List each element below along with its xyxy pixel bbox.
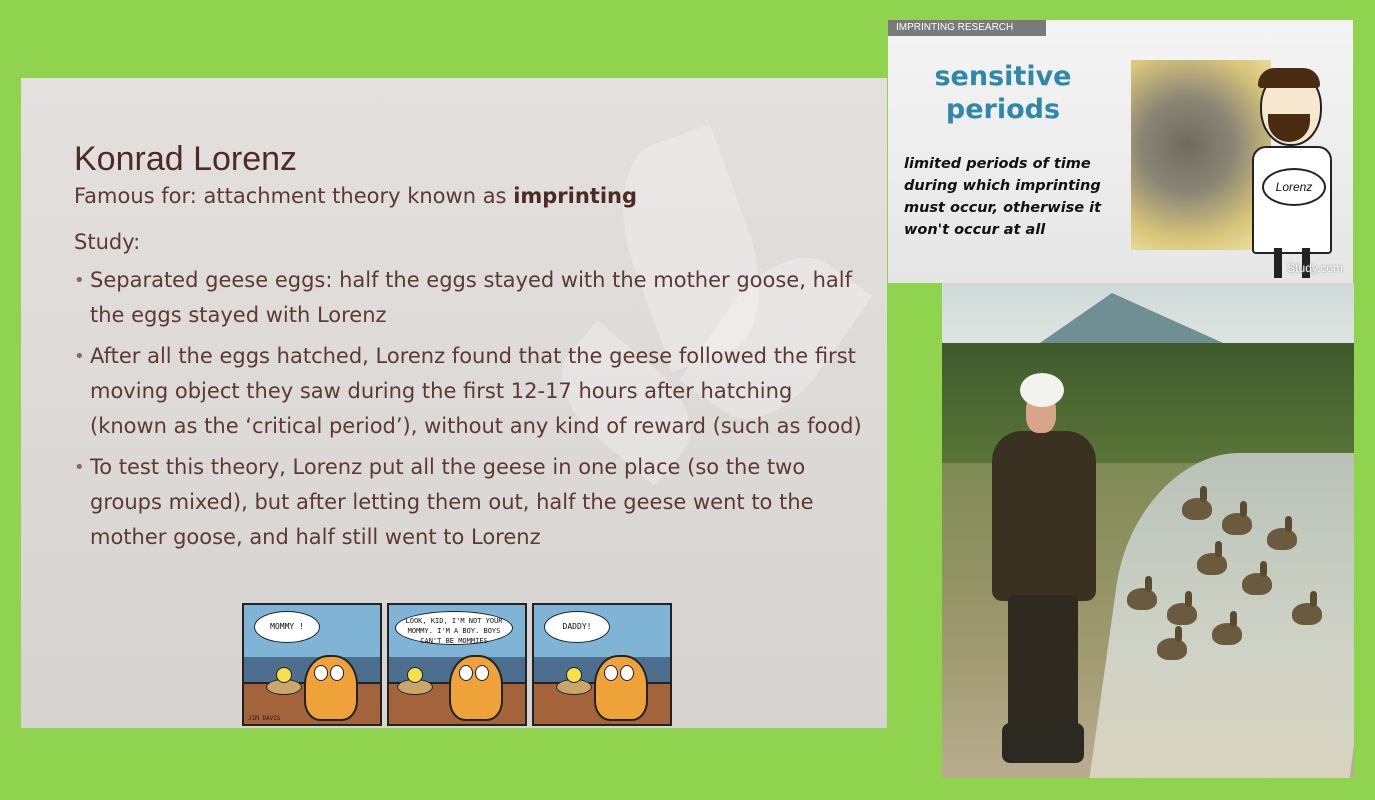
comic-panel-2 <box>387 603 527 726</box>
cat <box>449 655 503 721</box>
man-boots <box>1002 723 1084 763</box>
famous-prefix: Famous for: attachment theory known as <box>74 184 514 208</box>
goose <box>1182 498 1212 520</box>
name-badge: Lorenz <box>1262 168 1326 206</box>
card-definition: limited periods of time during which imprinting must occur, otherwise it won't occur at all <box>904 156 1102 238</box>
goose <box>1242 573 1272 595</box>
comic-signature: JIM DAVIS <box>248 715 281 722</box>
card-header: IMPRINTING RESEARCH <box>888 20 1046 36</box>
man-hair <box>1020 373 1064 407</box>
goose <box>1267 528 1297 550</box>
cat <box>594 655 648 721</box>
goose <box>1222 513 1252 535</box>
comic-panel-1 <box>242 603 382 726</box>
comic-strip <box>242 603 672 726</box>
goose <box>1127 588 1157 610</box>
sensitive-periods-card <box>888 20 1353 283</box>
man-coat <box>992 431 1096 601</box>
speech-bubble: MOMMY ! <box>254 611 320 643</box>
goose <box>1212 623 1242 645</box>
chick <box>407 667 423 683</box>
bullet-list <box>74 263 874 561</box>
cartoon-hair <box>1258 68 1320 88</box>
bullet-item: • Separated geese eggs: half the eggs stayed with the mother goose, half the eggs stayed with Lorenz <box>74 263 874 333</box>
speech-bubble: DADDY! <box>544 611 610 643</box>
cartoon-leg <box>1274 248 1282 278</box>
famous-keyword: imprinting <box>513 184 638 208</box>
lorenz-cartoon <box>1248 70 1338 280</box>
lorenz-geese-photo <box>942 283 1354 778</box>
chick <box>566 667 582 683</box>
goose <box>1197 553 1227 575</box>
lorenz-figure <box>982 373 1102 773</box>
goose <box>1292 603 1322 625</box>
goose <box>1157 638 1187 660</box>
chick <box>276 667 292 683</box>
cat <box>304 655 358 721</box>
speech-bubble: LOOK, KID, I'M NOT YOUR MOMMY. I'M A BOY. BOYS CAN'T BE MOMMIES <box>395 611 513 645</box>
comic-panel-3 <box>532 603 672 726</box>
watermark: Study.com <box>1287 261 1343 275</box>
study-label: Study: <box>74 230 141 254</box>
card-title: sensitive periods <box>934 61 1072 125</box>
bullet-item: • After all the eggs hatched, Lorenz found that the geese followed the first moving object they saw during the first 12-17 hours after hatching (known as the ‘critical period’), without any kind of reward (such as food) <box>74 339 874 444</box>
goose <box>1167 603 1197 625</box>
slide-title: Konrad Lorenz <box>74 140 298 178</box>
famous-for-line <box>74 179 637 214</box>
bullet-item: • To test this theory, Lorenz put all the geese in one place (so the two groups mixed), but after letting them out, half the geese went to the mother goose, and half still went to Lorenz <box>74 450 874 555</box>
